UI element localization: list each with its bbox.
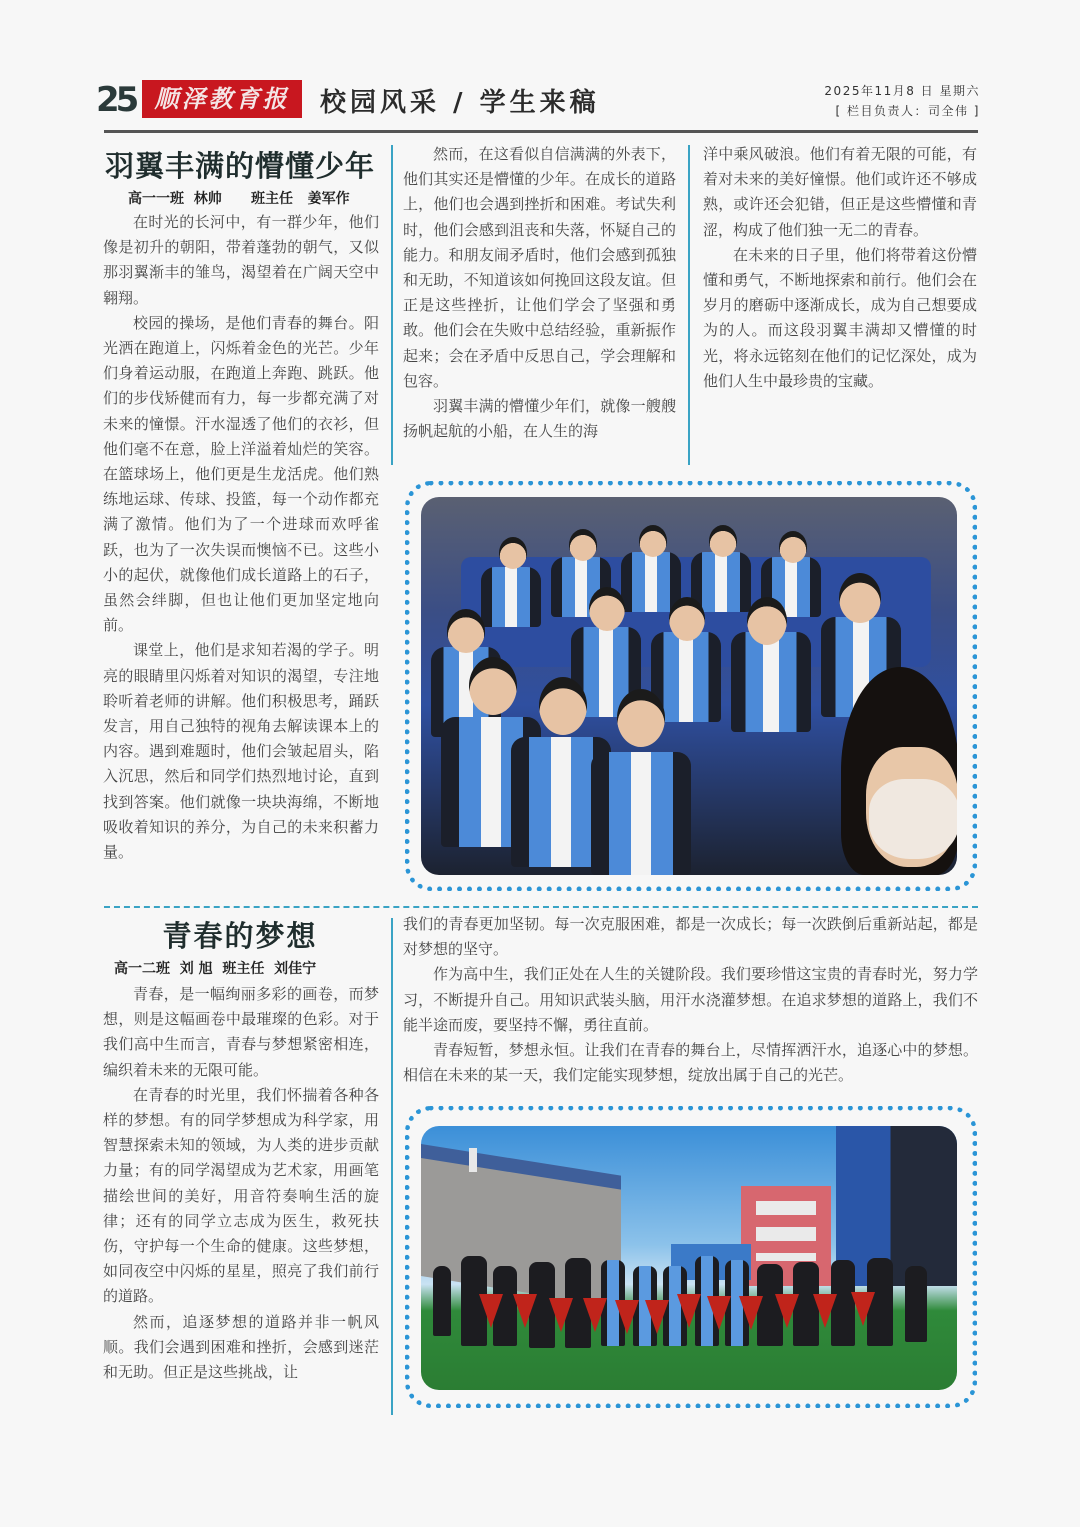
column-divider: [391, 918, 393, 1415]
paragraph: 青春，是一幅绚丽多彩的画卷，而梦想，则是这幅画卷中最璀璨的色彩。对于我们高中生而言，青春与梦想紧密相连，编织着未来的无限可能。: [103, 985, 379, 1079]
paragraph: 我们的青春更加坚韧。每一次克服困难，都是一次成长；每一次跌倒后重新站起，都是对梦想的坚守。: [403, 915, 978, 959]
page-header: [96, 78, 980, 128]
paragraph: 然而，追逐梦想的道路并非一帆风顺。我们会遇到困难和挫折，会感到迷茫和无助。但正是这些挑战，让: [103, 1312, 379, 1382]
article1-byline: 高一一班 林帅 班主任 姜军作: [128, 191, 350, 207]
issue-date: 2025年11月8 日 星期六: [824, 84, 980, 98]
column-divider: [391, 145, 393, 465]
article1-column-3: [703, 142, 977, 394]
paragraph: 作为高中生，我们正处在人生的关键阶段。我们要珍惜这宝贵的青春时光，努力学习，不断提升自己。用知识武装头脑，用汗水浇灌梦想。在追求梦想的道路上，我们不能半途而废，要坚持不懈，勇往直前。: [403, 965, 978, 1034]
paragraph: 校园的操场，是他们青春的舞台。阳光洒在跑道上，闪烁着金色的光芒。少年们身着运动服，在跑道上奔跑、跳跃。他们的步伐矫健而有力，每一步都充满了对未来的憧憬。汗水湿透了他们的衣衫，但他们毫不在意，脸上洋溢着灿烂的笑容。在篮球场上，他们更是生龙活虎。他们熟练地运球、传球、投篮，每一个动作都充满了激情。他们为了一个进球而欢呼雀跃，也为了一次失误而懊恼不已。这些小小的起伏，就像他们成长道路上的石子，虽然会绊脚，但也让他们更加坚定地向前。: [103, 313, 379, 635]
article2-byline: 高一二班 刘 旭 班主任 刘佳宁: [114, 961, 317, 977]
article1-column-1: [103, 210, 379, 865]
paragraph: 羽翼丰满的懵懂少年们，就像一艘艘扬帆起航的小船，在人生的海: [403, 397, 676, 441]
article2-column-2: [403, 912, 978, 1088]
page-number: 25: [96, 80, 136, 120]
newspaper-masthead: 顺泽教育报: [142, 80, 302, 118]
paragraph: 洋中乘风破浪。他们有着无限的可能，有着对未来的美好憧憬。他们或许还不够成熟，或许还会犯错，但正是这些懵懂和青涩，构成了他们独一无二的青春。: [703, 145, 977, 239]
paragraph: 在时光的长河中，有一群少年，他们像是初升的朝阳，带着蓬勃的朝气，又似那羽翼渐丰的雏鸟，渴望着在广阔天空中翱翔。: [103, 213, 379, 307]
article-divider: [104, 906, 978, 908]
header-divider: [104, 130, 978, 133]
campus-ceremony-photo: [421, 1126, 957, 1390]
paragraph: 青春短暂，梦想永恒。让我们在青春的舞台上，尽情挥洒汗水，追逐心中的梦想。相信在未来的某一天，我们定能实现梦想，绽放出属于自己的光芒。: [403, 1041, 978, 1085]
article1-title: 羽翼丰满的懵懂少年: [104, 149, 375, 183]
paragraph: 课堂上，他们是求知若渴的学子。明亮的眼睛里闪烁着对知识的渴望，专注地聆听着老师的讲解。他们积极思考，踊跃发言，用自己独特的视角去解读课本上的内容。遇到难题时，他们会皱起眉头，陷入沉思，然后和同学们热烈地讨论，直到找到答案。他们就像一块块海绵，不断地吸收着知识的养分，为自己的未来积蓄力量。: [103, 641, 379, 862]
article2-title: 青春的梦想: [162, 919, 318, 953]
paragraph: 在未来的日子里，他们将带着这份懵懂和勇气，不断地探索和前行。他们会在岁月的磨砺中逐渐成长，成为自己想要成为的人。而这段羽翼丰满却又懵懂的时光，将永远铭刻在他们的记忆深处，成为他们人生中最珍贵的宝藏。: [703, 245, 977, 390]
auditorium-photo: [421, 497, 957, 875]
paragraph: 然而，在这看似自信满满的外表下，他们其实还是懵懂的少年。在成长的道路上，他们也会遇到挫折和困难。考试失利时，他们会感到沮丧和失落，怀疑自己的能力。和朋友闹矛盾时，他们会感到孤独和无助，不知道该如何挽回这段友谊。但正是这些挫折，让他们学会了坚强和勇敢。他们会在失败中总结经验，重新振作起来；会在矛盾中反思自己，学会理解和包容。: [403, 145, 676, 390]
column-divider: [688, 145, 690, 465]
column-editor: [ 栏目负责人：司全伟 ]: [835, 104, 980, 118]
article1-column-2: [403, 142, 676, 444]
article2-column-1: [103, 982, 379, 1385]
section-title: 校园风采 / 学生来稿: [320, 88, 600, 118]
paragraph: 在青春的时光里，我们怀揣着各种各样的梦想。有的同学梦想成为科学家，用智慧探索未知的领域，为人类的进步贡献力量；有的同学渴望成为艺术家，用画笔描绘世间的美好，用音符奏响生活的旋律；还有的同学立志成为医生，救死扶伤，守护每一个生命的健康。这些梦想，如同夜空中闪烁的星星，照亮了我们前行的道路。: [103, 1085, 379, 1306]
